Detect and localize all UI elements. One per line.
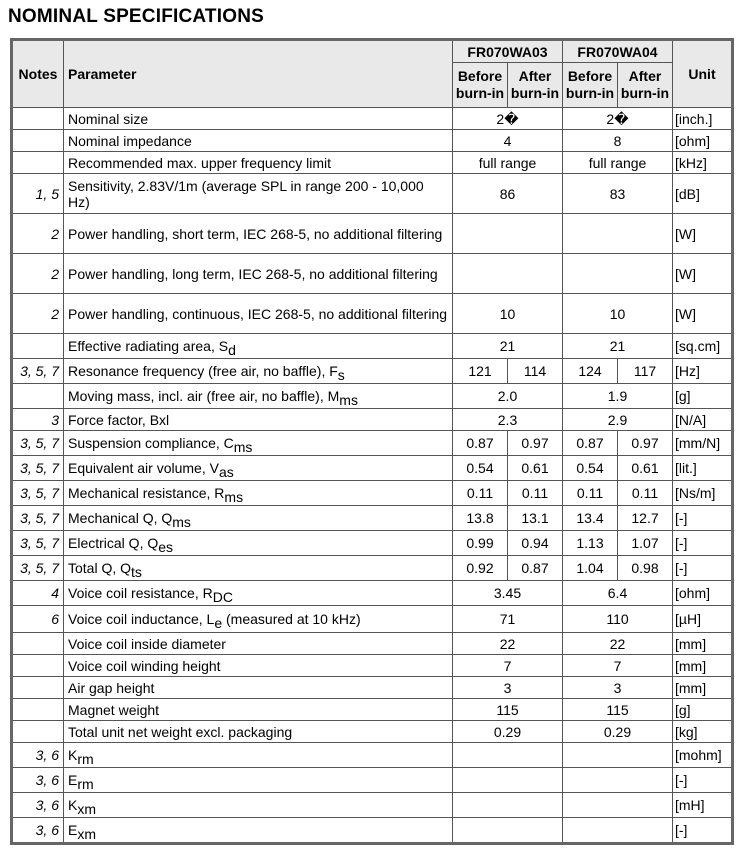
unit-cell: [N/A] <box>673 409 733 431</box>
value-cell: 110 <box>563 606 673 633</box>
model-header: FR070WA03 <box>453 40 563 63</box>
unit-cell: [ohm] <box>673 130 733 152</box>
notes-cell: 3, 5, 7 <box>12 481 64 506</box>
value-cell: 83 <box>563 174 673 214</box>
unit-cell: [ohm] <box>673 581 733 606</box>
parameter-label: Power handling, long term, IEC 268-5, no additional filtering <box>68 265 438 282</box>
table-row <box>12 556 733 581</box>
table-row <box>12 677 733 699</box>
parameter-cell <box>64 556 453 581</box>
parameter-cell <box>64 743 453 768</box>
value-cell: 124 <box>563 359 618 384</box>
notes-cell: 3, 5, 7 <box>12 531 64 556</box>
value-cell: 0.54 <box>563 456 618 481</box>
parameter-cell <box>64 384 453 409</box>
parameter-cell <box>64 633 453 655</box>
value-cell: 2� <box>453 108 563 130</box>
value-cell: 10 <box>453 294 563 334</box>
notes-cell <box>12 384 64 409</box>
notes-cell: 3, 6 <box>12 818 64 844</box>
value-cell: 21 <box>453 334 563 359</box>
parameter-label: Mechanical resistance, R <box>68 485 225 501</box>
value-cell: 115 <box>453 699 563 721</box>
parameter-label: Nominal impedance <box>68 132 192 149</box>
unit-cell: [inch.] <box>673 108 733 130</box>
unit-cell: [kg] <box>673 721 733 743</box>
parameter-subscript: ms <box>224 489 244 505</box>
notes-cell: 3 <box>12 409 64 431</box>
value-cell: 0.11 <box>453 481 508 506</box>
value-cell: 1.9 <box>563 384 673 409</box>
notes-cell <box>12 699 64 721</box>
parameter-label: Magnet weight <box>68 701 160 718</box>
value-cell: 0.97 <box>618 431 673 456</box>
parameter-cell <box>64 214 453 254</box>
value-cell: 13.4 <box>563 506 618 531</box>
value-cell: 12.7 <box>618 506 673 531</box>
table-row <box>12 254 733 294</box>
value-cell: 0.94 <box>508 531 563 556</box>
parameter-label: Voice coil resistance, R <box>68 585 213 601</box>
parameter-header: Parameter <box>64 40 453 108</box>
value-cell: 0.29 <box>563 721 673 743</box>
unit-cell: [sq.cm] <box>673 334 733 359</box>
parameter-label: Moving mass, incl. air (free air, no baffle), M <box>68 388 340 404</box>
notes-cell: 3, 5, 7 <box>12 431 64 456</box>
table-row <box>12 409 733 431</box>
value-cell <box>453 768 563 793</box>
notes-cell: 3, 5, 7 <box>12 359 64 384</box>
value-cell: 117 <box>618 359 673 384</box>
notes-cell: 6 <box>12 606 64 633</box>
parameter-suffix: (measured at 10 kHz) <box>222 611 361 627</box>
unit-cell: [Hz] <box>673 359 733 384</box>
value-cell: 13.1 <box>508 506 563 531</box>
notes-cell: 2 <box>12 294 64 334</box>
unit-cell: [mH] <box>673 793 733 818</box>
notes-cell: 3, 6 <box>12 793 64 818</box>
table-row <box>12 384 733 409</box>
value-cell: 1.04 <box>563 556 618 581</box>
table-row <box>12 456 733 481</box>
parameter-label: Voice coil inside diameter <box>68 635 226 652</box>
parameter-label: Sensitivity, 2.83V/1m (average SPL in range 200 - 10,000 Hz) <box>68 177 424 210</box>
value-cell <box>563 743 673 768</box>
value-cell: full range <box>453 152 563 174</box>
specifications-table <box>10 38 734 845</box>
parameter-cell <box>64 655 453 677</box>
parameter-cell <box>64 254 453 294</box>
parameter-cell <box>64 768 453 793</box>
value-cell: 0.29 <box>453 721 563 743</box>
value-cell: 121 <box>453 359 508 384</box>
table-row <box>12 214 733 254</box>
parameter-cell <box>64 294 453 334</box>
value-cell: 6.4 <box>563 581 673 606</box>
parameter-cell <box>64 334 453 359</box>
unit-cell: [mm/N] <box>673 431 733 456</box>
parameter-label: Voice coil winding height <box>68 657 221 674</box>
unit-cell: [mm] <box>673 633 733 655</box>
parameter-label: Recommended max. upper frequency limit <box>68 154 332 171</box>
value-cell <box>563 768 673 793</box>
unit-cell: [dB] <box>673 174 733 214</box>
parameter-subscript: d <box>228 342 236 358</box>
value-cell: 10 <box>563 294 673 334</box>
value-cell: 0.97 <box>508 431 563 456</box>
parameter-subscript: ms <box>172 514 191 530</box>
notes-cell <box>12 633 64 655</box>
value-cell: 0.54 <box>453 456 508 481</box>
table-row <box>12 506 733 531</box>
unit-cell: [kHz] <box>673 152 733 174</box>
parameter-subscript: ms <box>233 439 253 455</box>
parameter-cell <box>64 359 453 384</box>
value-cell: full range <box>563 152 673 174</box>
value-cell <box>453 818 563 844</box>
parameter-label: Total unit net weight excl. packaging <box>68 723 293 740</box>
after-burn-in-header: After burn-in <box>618 63 673 108</box>
notes-cell: 2 <box>12 254 64 294</box>
value-cell: 3.45 <box>453 581 563 606</box>
table-row <box>12 152 733 174</box>
parameter-label: Power handling, short term, IEC 268-5, no additional filtering <box>68 225 443 242</box>
value-cell: 1.07 <box>618 531 673 556</box>
parameter-cell <box>64 531 453 556</box>
parameter-label: Equivalent air volume, V <box>68 460 219 476</box>
table-row <box>12 108 733 130</box>
unit-cell: [mohm] <box>673 743 733 768</box>
value-cell: 2.3 <box>453 409 563 431</box>
before-burn-in-header: Before burn-in <box>453 63 508 108</box>
unit-cell: [-] <box>673 818 733 844</box>
parameter-label: Voice coil inductance, L <box>68 611 215 627</box>
parameter-cell <box>64 581 453 606</box>
notes-cell <box>12 655 64 677</box>
parameter-cell <box>64 818 453 844</box>
parameter-label: Air gap height <box>68 679 155 696</box>
table-row <box>12 174 733 214</box>
unit-cell: [W] <box>673 214 733 254</box>
parameter-subscript: ms <box>339 392 358 408</box>
notes-cell <box>12 130 64 152</box>
value-cell: 4 <box>453 130 563 152</box>
parameter-label: E <box>68 822 78 838</box>
table-row <box>12 721 733 743</box>
value-cell: 22 <box>453 633 563 655</box>
table-row <box>12 431 733 456</box>
notes-cell: 1, 5 <box>12 174 64 214</box>
parameter-subscript: s <box>337 367 345 383</box>
parameter-cell <box>64 506 453 531</box>
value-cell: 3 <box>563 677 673 699</box>
value-cell: 0.87 <box>563 431 618 456</box>
notes-cell: 3, 6 <box>12 768 64 793</box>
value-cell: 0.11 <box>563 481 618 506</box>
value-cell: 2.9 <box>563 409 673 431</box>
notes-cell <box>12 108 64 130</box>
value-cell: 86 <box>453 174 563 214</box>
value-cell <box>453 214 563 254</box>
value-cell: 7 <box>563 655 673 677</box>
value-cell: 0.98 <box>618 556 673 581</box>
parameter-cell <box>64 174 453 214</box>
table-row <box>12 633 733 655</box>
table-row <box>12 818 733 844</box>
parameter-cell <box>64 456 453 481</box>
table-row <box>12 655 733 677</box>
parameter-cell <box>64 481 453 506</box>
notes-cell: 3, 5, 7 <box>12 556 64 581</box>
value-cell <box>563 254 673 294</box>
value-cell <box>563 793 673 818</box>
notes-cell <box>12 677 64 699</box>
value-cell: 0.61 <box>618 456 673 481</box>
parameter-label: Total Q, Q <box>68 560 132 576</box>
notes-cell <box>12 152 64 174</box>
unit-cell: [W] <box>673 294 733 334</box>
parameter-cell <box>64 130 453 152</box>
parameter-subscript: e <box>214 615 223 631</box>
parameter-label: Nominal size <box>68 110 149 127</box>
table-row <box>12 581 733 606</box>
value-cell: 0.11 <box>508 481 563 506</box>
parameter-cell <box>64 152 453 174</box>
parameter-cell <box>64 431 453 456</box>
unit-cell: [mm] <box>673 655 733 677</box>
unit-cell: [-] <box>673 506 733 531</box>
notes-cell: 4 <box>12 581 64 606</box>
parameter-label: Resonance frequency (free air, no baffle), F <box>68 363 338 379</box>
parameter-cell <box>64 108 453 130</box>
value-cell: 8 <box>563 130 673 152</box>
parameter-cell <box>64 793 453 818</box>
parameter-subscript: xm <box>77 801 97 817</box>
table-row <box>12 699 733 721</box>
parameter-subscript: xm <box>77 826 97 842</box>
value-cell: 0.61 <box>508 456 563 481</box>
value-cell <box>563 818 673 844</box>
parameter-label: Suspension compliance, C <box>68 435 234 451</box>
table-row <box>12 606 733 633</box>
value-cell: 1.13 <box>563 531 618 556</box>
value-cell: 0.92 <box>453 556 508 581</box>
value-cell: 3 <box>453 677 563 699</box>
value-cell: 2.0 <box>453 384 563 409</box>
parameter-label: Power handling, continuous, IEC 268-5, no additional filtering <box>68 305 448 322</box>
notes-cell: 3, 6 <box>12 743 64 768</box>
page-title: NOMINAL SPECIFICATIONS <box>8 6 264 27</box>
table-row <box>12 743 733 768</box>
value-cell: 71 <box>453 606 563 633</box>
parameter-subscript: ts <box>131 564 142 580</box>
table-row <box>12 294 733 334</box>
after-burn-in-header: After burn-in <box>508 63 563 108</box>
table-row <box>12 768 733 793</box>
value-cell: 13.8 <box>453 506 508 531</box>
table-row <box>12 130 733 152</box>
table-row <box>12 793 733 818</box>
parameter-cell <box>64 699 453 721</box>
value-cell <box>453 254 563 294</box>
parameter-label: E <box>68 772 78 788</box>
value-cell: 115 <box>563 699 673 721</box>
model-header: FR070WA04 <box>563 40 673 63</box>
unit-cell: [-] <box>673 531 733 556</box>
parameter-label: Effective radiating area, S <box>68 338 229 354</box>
notes-cell: 2 <box>12 214 64 254</box>
value-cell: 0.87 <box>508 556 563 581</box>
parameter-cell <box>64 606 453 633</box>
notes-cell: 3, 5, 7 <box>12 506 64 531</box>
value-cell: 22 <box>563 633 673 655</box>
notes-cell <box>12 334 64 359</box>
table-row <box>12 359 733 384</box>
parameter-cell <box>64 677 453 699</box>
parameter-label: K <box>68 747 78 763</box>
value-cell <box>453 793 563 818</box>
notes-header: Notes <box>12 40 64 108</box>
value-cell <box>453 743 563 768</box>
parameter-subscript: es <box>158 539 174 555</box>
notes-cell: 3, 5, 7 <box>12 456 64 481</box>
unit-cell: [lit.] <box>673 456 733 481</box>
value-cell <box>563 214 673 254</box>
parameter-label: K <box>68 797 78 813</box>
parameter-subscript: rm <box>77 751 94 767</box>
parameter-label: Mechanical Q, Q <box>68 510 173 526</box>
parameter-subscript: as <box>218 464 234 480</box>
parameter-label: Electrical Q, Q <box>68 535 159 551</box>
unit-header: Unit <box>673 40 733 108</box>
value-cell: 0.11 <box>618 481 673 506</box>
notes-cell <box>12 721 64 743</box>
unit-cell: [W] <box>673 254 733 294</box>
unit-cell: [-] <box>673 556 733 581</box>
parameter-cell <box>64 409 453 431</box>
table-row <box>12 531 733 556</box>
unit-cell: [mm] <box>673 677 733 699</box>
value-cell: 2� <box>563 108 673 130</box>
value-cell: 114 <box>508 359 563 384</box>
value-cell: 0.87 <box>453 431 508 456</box>
unit-cell: [g] <box>673 384 733 409</box>
parameter-cell <box>64 721 453 743</box>
value-cell: 7 <box>453 655 563 677</box>
unit-cell: [µH] <box>673 606 733 633</box>
parameter-label: Force factor, Bxl <box>68 411 170 428</box>
table-row <box>12 334 733 359</box>
before-burn-in-header: Before burn-in <box>563 63 618 108</box>
parameter-subscript: rm <box>77 776 94 792</box>
value-cell: 21 <box>563 334 673 359</box>
unit-cell: [g] <box>673 699 733 721</box>
table-row <box>12 481 733 506</box>
parameter-subscript: DC <box>212 589 233 605</box>
unit-cell: [Ns/m] <box>673 481 733 506</box>
value-cell: 0.99 <box>453 531 508 556</box>
unit-cell: [-] <box>673 768 733 793</box>
